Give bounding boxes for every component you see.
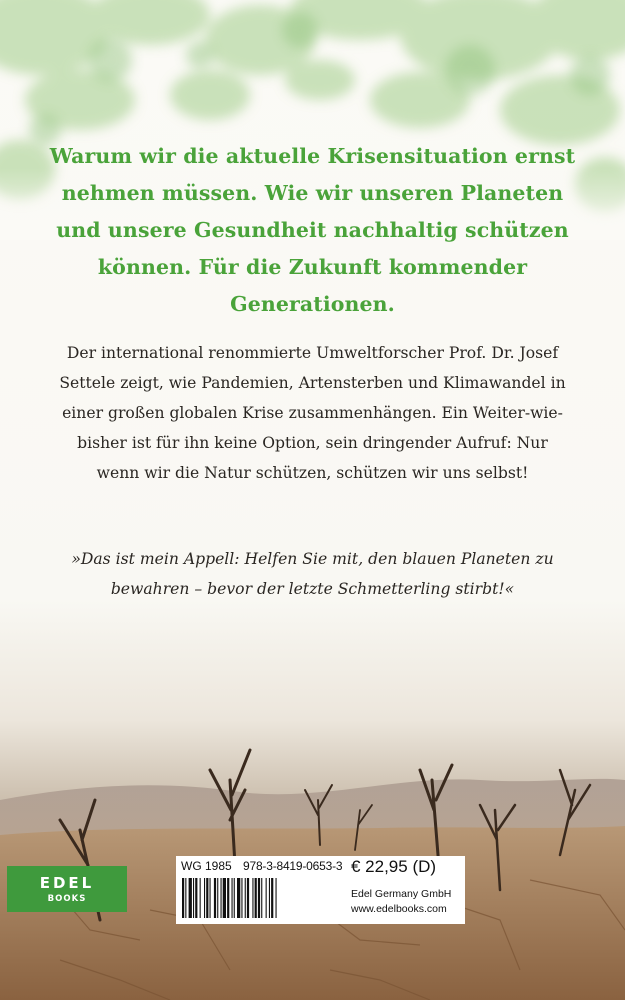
dry-landscape-image <box>0 680 625 1000</box>
product-group: WG 1985 <box>181 859 232 873</box>
logo-word: EDEL <box>39 874 95 892</box>
barcode-bars <box>182 878 342 918</box>
price: € 22,95 (D) <box>351 857 437 876</box>
publisher-url: www.edelbooks.com <box>351 903 447 915</box>
headline: Warum wir die aktuelle Krisensituation ernst nehmen müssen. Wie wir unseren Planeten und unsere Gesundheit nachhaltig schützen können. Für die Zukunft kommender Generationen. <box>49 144 576 316</box>
publisher-logo <box>7 866 127 912</box>
publisher-name: Edel Germany GmbH <box>351 888 452 900</box>
logo-sub: BOOKS <box>47 894 87 904</box>
author-quote: »Das ist mein Appell: Helfen Sie mit, den blauen Planeten zu bewahren – bevor der letzte Schmetterling stirbt!« <box>71 550 554 598</box>
isbn: 978-3-8419-0653-3 <box>243 859 343 873</box>
barcode-box <box>176 856 465 924</box>
description-text: Der international renommierte Umweltforscher Prof. Dr. Josef Settele zeigt, wie Pandemien, Artensterben und Klimawandel in einer großen globalen Krise zusammenhängen. Ein Weiter-wie-bisher ist für ihn keine Option, sein dringender Aufruf: Nur wenn wir die Natur schützen, schützen wir uns selbst! <box>59 344 566 482</box>
